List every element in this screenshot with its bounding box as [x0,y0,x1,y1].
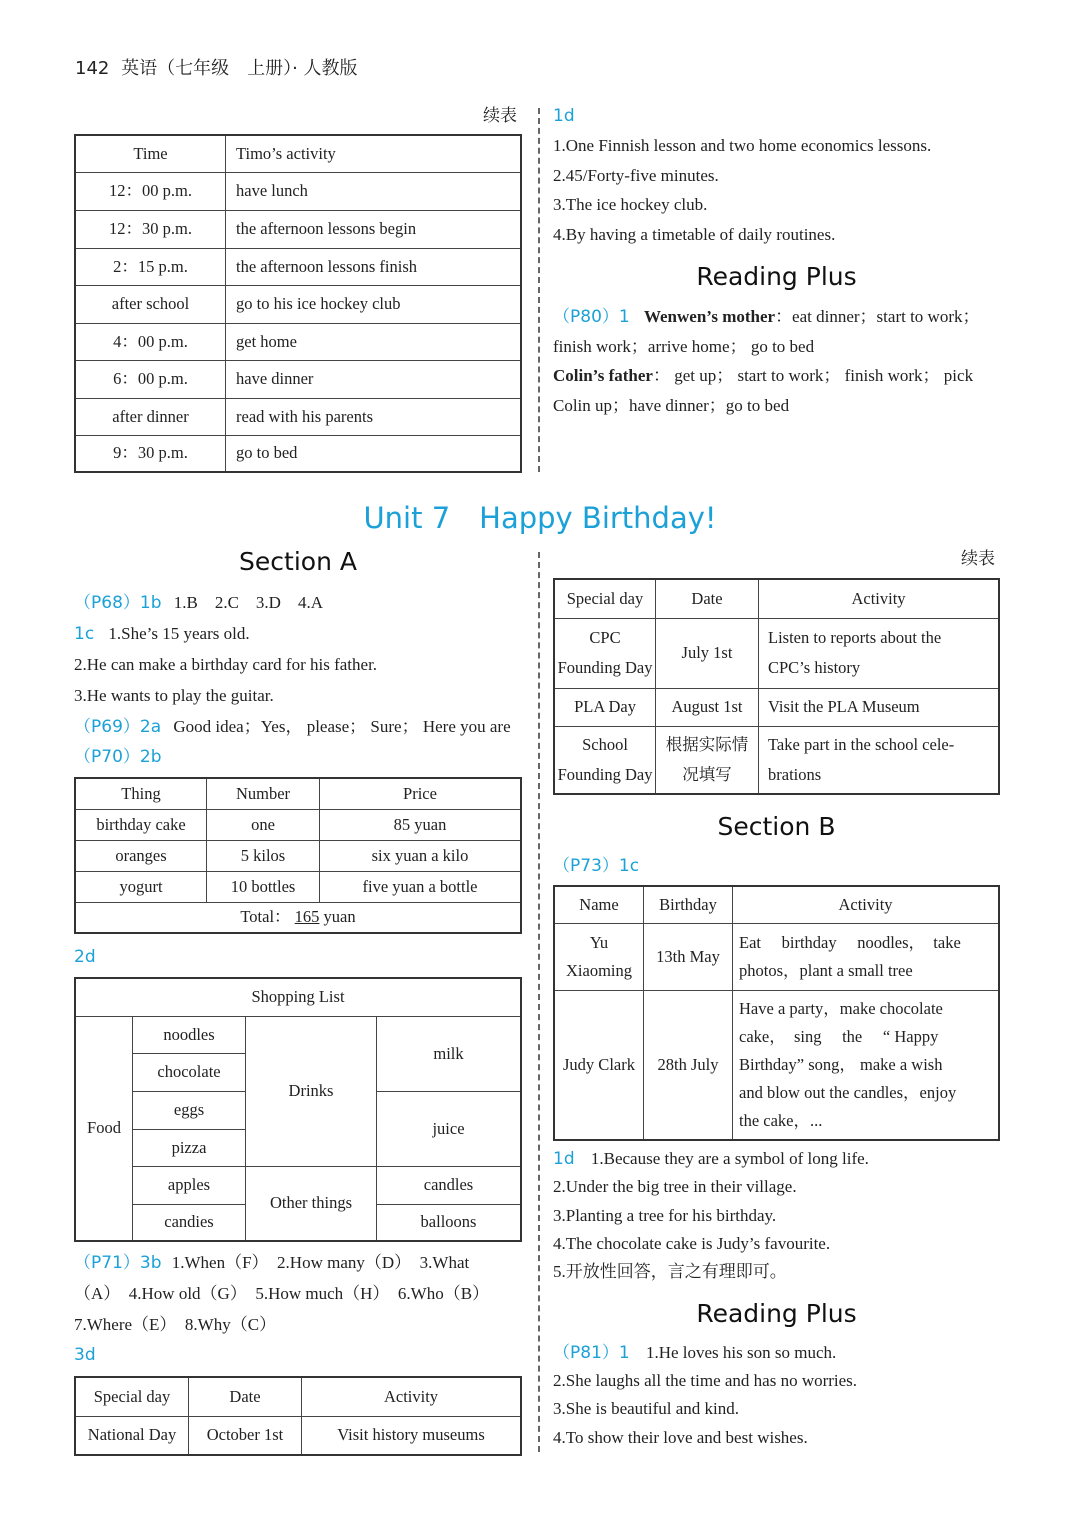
special-day-cell: PLA Day [554,688,656,726]
page-number: 142 [75,58,110,79]
date-cell: July 1st [656,618,759,688]
prev-1d-item: 2.45/Forty-five minutes. [553,166,719,185]
p71-line1 [74,1252,469,1274]
wenwen-text: ：eat dinner；start to work； [775,307,980,326]
colin-text: ： get up； start to work； finish work； pick [652,366,974,385]
d2-tag: 2d [74,947,96,967]
c1-line2: 2.He can make a birthday card for his father. [74,655,378,674]
activity-line: Listen to reports about the [768,628,942,647]
p71-text: 1.When（F） 2.How many（D） 3.What [171,1253,470,1272]
drinks-label: Drinks [246,1016,377,1166]
section-b-title: Section B [717,812,836,841]
timo-time: 9：30 p.m. [75,435,226,472]
price-cell: five yuan a bottle [320,871,522,902]
thing-cell: yogurt [75,871,207,902]
number-cell: one [207,809,320,840]
price-cell: 85 yuan [320,809,522,840]
thing-table [74,777,522,934]
reading-plus-title-1: Reading Plus [696,262,857,291]
reading-plus-1-tag: （P80）1 [553,307,630,327]
price-cell: six yuan a kilo [320,840,522,871]
c1-text: 1.She’s 15 years old. [108,624,250,643]
other-item: balloons [377,1204,522,1241]
shopping-list-title: Shopping List [75,978,521,1016]
special-day-cell: National Day [75,1416,189,1455]
p68-line [74,592,323,614]
b-1d-item: 4.The chocolate cake is Judy’s favourite. [553,1234,831,1253]
b-1d-line1 [553,1148,869,1170]
rp2-line1 [553,1342,836,1364]
unit-title: Unit 7 Happy Birthday! [363,501,717,535]
activity-cell: Visit the PLA Museum [759,688,1000,726]
activity-line: the cake，... [739,1110,823,1130]
birthday-cell: 28th July [644,990,733,1140]
birthday-header: Birthday [644,886,733,923]
timo-header-activity: Timo’s activity [226,135,522,172]
activity-cell [759,726,1000,794]
name-header: Name [554,886,644,923]
p69-tag: （P69）2a [74,717,162,737]
timo-time: 6：00 p.m. [75,360,226,398]
date-line: 根据实际情 [665,734,749,754]
activity-line: CPC’s history [768,658,861,677]
date-cell [656,726,759,794]
day-line: Founding Day [557,764,653,784]
activity-line: cake， sing the “ Happy [739,1026,939,1046]
other-things-label: Other things [246,1166,377,1241]
total-label: Total： [240,907,291,927]
timo-time: 12：00 p.m. [75,172,226,210]
b-1d-text: 1.Because they are a symbol of long life. [590,1149,869,1168]
special-day-header: Special day [75,1377,189,1416]
total-unit: yuan [323,907,356,927]
name-cell [554,923,644,990]
birthday-table [553,885,1000,1141]
b-1d-tag: 1d [553,1149,575,1169]
timo-activity: have dinner [226,360,522,398]
reading-plus-1-line1 [553,306,980,328]
activity-header: Activity [759,579,1000,618]
food-item: noodles [133,1016,246,1053]
prev-1d-item: 3.The ice hockey club. [553,195,708,214]
colin-line [553,365,973,387]
date-cell: August 1st [656,688,759,726]
date-header: Date [189,1377,302,1416]
prev-1d-item: 4.By having a timetable of daily routines. [553,225,836,244]
timo-time: 12：30 p.m. [75,210,226,248]
date-line: 况填写 [682,764,732,784]
c1-tag: 1c [74,624,95,644]
thing-cell: birthday cake [75,809,207,840]
b-1d-item: 5.开放性回答，言之有理即可。 [553,1262,787,1281]
continued-label-1: 续表 [483,106,517,126]
prev-1d-tag: 1d [553,106,575,126]
total-cell [75,902,521,933]
day-line: School [582,734,628,754]
food-item: chocolate [133,1053,246,1091]
p70-tag: （P70）2b [74,747,162,767]
book-title: 英语（七年级 上册）· 人教版 [121,58,358,79]
national-day-table [74,1376,522,1456]
p71-tag: （P71）3b [74,1253,162,1273]
thing-cell: oranges [75,840,207,871]
activity-cell [759,618,1000,688]
activity-line: Eat birthday noodles， take [739,932,961,952]
day-line: CPC [589,628,621,647]
drinks-item: milk [377,1016,522,1091]
rp2-tag: （P81）1 [553,1343,630,1363]
p69-line [74,716,511,738]
number-cell: 5 kilos [207,840,320,871]
activity-line: Take part in the school cele- [768,734,955,754]
activity-cell: Visit history museums [302,1416,522,1455]
column-divider-top [538,108,540,472]
rp2-item: 4.To show their love and best wishes. [553,1428,808,1447]
c1-line [74,623,250,645]
wenwen-label: Wenwen’s mother [643,307,776,326]
page-header [75,58,358,80]
colin-text-2: Colin up；have dinner；go to bed [553,396,790,415]
column-divider-bottom [538,552,540,1452]
special-day-cell [554,726,656,794]
food-item: pizza [133,1129,246,1166]
special-day-cell [554,618,656,688]
shopping-list-table [74,977,522,1242]
name-line: Yu [589,932,609,952]
activity-line: and blow out the candles，enjoy [739,1082,957,1102]
timo-activity: get home [226,323,522,360]
drinks-item: juice [377,1091,522,1166]
day-line: Founding Day [557,658,653,677]
prev-1d-item: 1.One Finnish lesson and two home economics lessons. [553,136,932,155]
colin-label: Colin’s father [553,366,653,385]
rp2-text: 1.He loves his son so much. [645,1343,837,1362]
p73-tag: （P73）1c [553,856,640,876]
number-cell: 10 bottles [207,871,320,902]
timo-activity: have lunch [226,172,522,210]
reading-plus-title-2: Reading Plus [696,1299,857,1328]
p68-tag: （P68）1b [74,593,162,613]
c1-line3: 3.He wants to play the guitar. [74,686,274,705]
p71-line2: （A） 4.How old（G） 5.How much（H） 6.Who（B） [74,1284,490,1303]
timo-time: after dinner [75,398,226,435]
activity-line: photos，plant a small tree [739,960,913,980]
timo-activity: go to bed [226,435,522,472]
d3-tag: 3d [74,1345,96,1365]
continued-label-2: 续表 [961,549,995,569]
food-item: candies [133,1204,246,1241]
food-item: eggs [133,1091,246,1129]
p68-text: 1.B 2.C 3.D 4.A [173,593,323,612]
p71-line3: 7.Where（E） 8.Why（C） [74,1315,277,1334]
special-days-table [553,578,1000,795]
date-cell: October 1st [189,1416,302,1455]
section-a-title: Section A [239,547,357,576]
name-cell: Judy Clark [554,990,644,1140]
thing-header: Thing [75,778,207,809]
price-header: Price [320,778,522,809]
special-day-header: Special day [554,579,656,618]
food-label: Food [75,1016,133,1241]
b-1d-item: 3.Planting a tree for his birthday. [553,1206,777,1225]
timo-time: after school [75,285,226,323]
wenwen-text-2: finish work；arrive home； go to bed [553,337,815,356]
other-item: candles [377,1166,522,1204]
activity-cell [733,990,1000,1140]
p69-text: Good idea；Yes， please； Sure； Here you are [173,717,511,736]
date-header: Date [656,579,759,618]
timo-header-time: Time [75,135,226,172]
food-item: apples [133,1166,246,1204]
rp2-item: 3.She is beautiful and kind. [553,1399,740,1418]
activity-header: Activity [302,1377,522,1416]
timo-activity: the afternoon lessons finish [226,248,522,285]
number-header: Number [207,778,320,809]
timo-activity: read with his parents [226,398,522,435]
total-value: 165 [294,907,320,927]
birthday-cell: 13th May [644,923,733,990]
rp2-item: 2.She laughs all the time and has no worries. [553,1371,858,1390]
timo-activity: go to his ice hockey club [226,285,522,323]
activity-line: Have a party，make chocolate [739,998,943,1018]
timo-table [74,134,522,473]
timo-time: 4：00 p.m. [75,323,226,360]
activity-line: brations [768,764,822,784]
activity-cell [733,923,1000,990]
activity-header: Activity [733,886,1000,923]
activity-line: Birthday” song， make a wish [739,1054,943,1074]
name-line: Xiaoming [566,960,632,980]
timo-time: 2：15 p.m. [75,248,226,285]
timo-activity: the afternoon lessons begin [226,210,522,248]
b-1d-item: 2.Under the big tree in their village. [553,1177,797,1196]
